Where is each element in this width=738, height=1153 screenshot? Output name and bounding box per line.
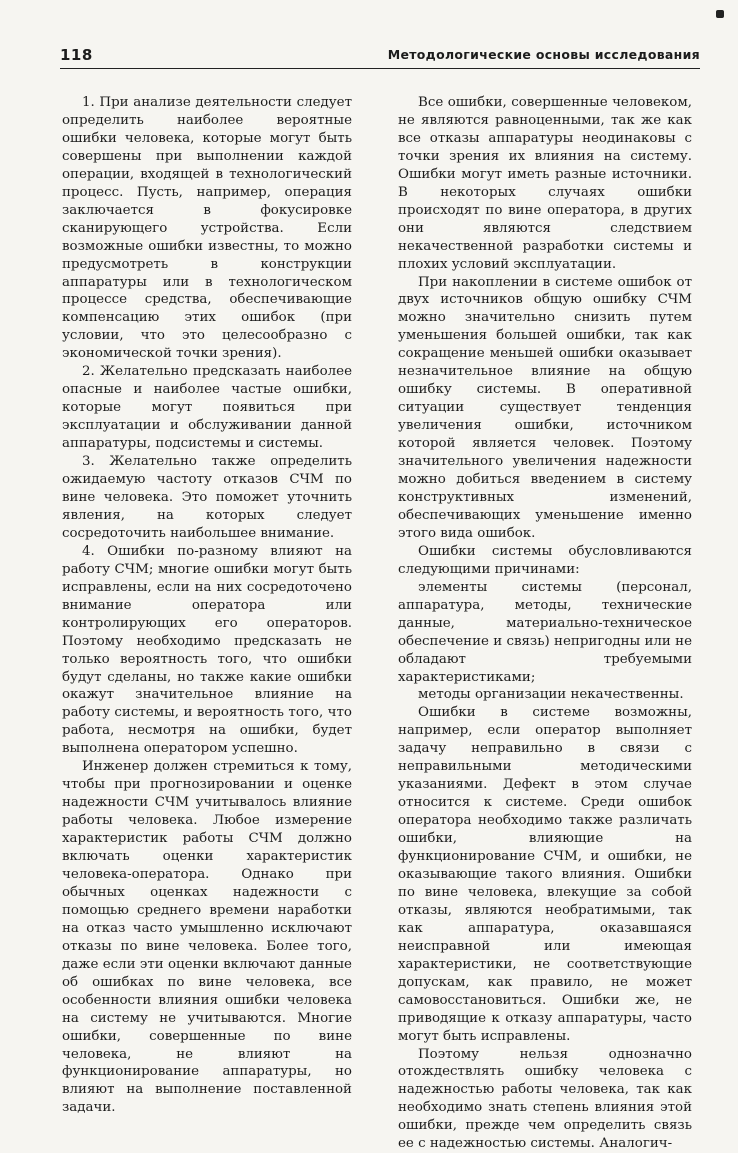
paragraph: Поэтому нельзя однозначно отождествлять ошибку человека с надежностью работы человека, так как необходимо знать степень влияния этой ошибки, прежде чем определить связь ее с надежностью системы. Аналогич-: [398, 1046, 692, 1152]
paragraph: При накоплении в системе ошибок от двух источников общую ошибку СЧМ можно значительно снизить путем уменьшения большей ошибки, так как сокращение меньшей ошибки оказывает незначительное влияние на общую ошибку системы. В оперативной ситуации существует тенденция увеличения ошибки, источником которой является человек. Поэтому значительного увеличения надежности можно добиться введением в систему конструктивных изменений, обеспечивающих уменьшение именно этого вида ошибок.: [398, 274, 692, 541]
page-number: 118: [60, 46, 93, 64]
paragraph: 4. Ошибки по-разному влияют на работу СЧМ; многие ошибки могут быть исправлены, если на них сосредоточено внимание оператора или контролирующих его операторов. Поэтому необходимо предсказать не только вероятность того, что ошибки будут сделаны, но также какие ошибки окажут значительное влияние на работу системы, и вероятность того, что работа, несмотря на ошибки, будет выполнена оператором успешно.: [62, 543, 352, 757]
page-header: [60, 44, 700, 69]
paragraph: 2. Желательно предсказать наиболее опасные и наиболее частые ошибки, которые могут появиться при эксплуатации и обслуживании данной аппаратуры, подсистемы и системы.: [62, 364, 352, 452]
paragraph: 1. При анализе деятельности следует определить наиболее вероятные ошибки человека, которые могут быть совершены при выполнении каждой операции, входящей в технологический процесс. Пусть, например, операция заключается в фокусировке сканирующего устройства. Если возможные ошибки известны, то можно предусмотреть в конструкции аппаратуры или в технологическом процессе средства, обеспечивающие компенсацию этих ошибок (при условии, что это целесообразно с экономической точки зрения).: [62, 95, 352, 362]
left-column: [62, 94, 352, 1117]
right-column: [398, 94, 692, 1153]
scan-mark: [716, 10, 724, 18]
paragraph: Инженер должен стремиться к тому, чтобы при прогнозировании и оценке надежности СЧМ учитывалось влияние работы человека. Любое измерение характеристик работы СЧМ должно включать оценки характеристик человека-оператора. Однако при обычных оценках надежности с помощью среднего времени наработки на отказ часто умышленно исключают отказы по вине человека. Более того, даже если эти оценки включают данные об ошибках по вине человека, все особенности влияния ошибки человека на систему не учитываются. Многие ошибки, совершенные по вине человека, не влияют на функционирование аппаратуры, но влияют на выполнение поставленной задачи.: [62, 759, 352, 1116]
paragraph: 3. Желательно также определить ожидаемую частоту отказов СЧМ по вине человека. Это поможет уточнить явления, на которых следует сосредоточить наибольшее внимание.: [62, 454, 352, 541]
paragraph: Ошибки системы обусловливаются следующими причинами:: [398, 543, 692, 577]
paragraph: Ошибки в системе возможны, например, если оператор выполняет задачу неправильно в связи с неправильными методическими указаниями. Дефект в этом случае относится к системе. Среди ошибок оператора необходимо также различать ошибки, влияющие на функционирование СЧМ, и ошибки, не оказывающие такого влияния. Ошибки по вине человека, влекущие за собой отказы, являются необратимыми, так как аппаратура, оказавшаяся неисправной или имеющая характеристики, не соответствующие допускам, как правило, не может самовосстановиться. Ошибки же, не приводящие к отказу аппаратуры, часто могут быть исправлены.: [398, 705, 692, 1044]
paragraph: Все ошибки, совершенные человеком, не являются равноценными, так же как все отказы аппаратуры неодинаковы с точки зрения их влияния на систему. Ошибки могут иметь разные источники. В некоторых случаях ошибки происходят по вине оператора, в других они являются следствием некачественной разработки системы и плохих условий эксплуатации.: [398, 95, 692, 272]
list-item: элементы системы (персонал, аппаратура, методы, технические данные, материально-техническое обеспечение и связь) непригодны или не обладают требуемыми характеристиками;: [398, 579, 692, 685]
running-title: Методологические основы исследования: [387, 47, 700, 62]
list-item: методы организации некачественны.: [418, 687, 684, 703]
